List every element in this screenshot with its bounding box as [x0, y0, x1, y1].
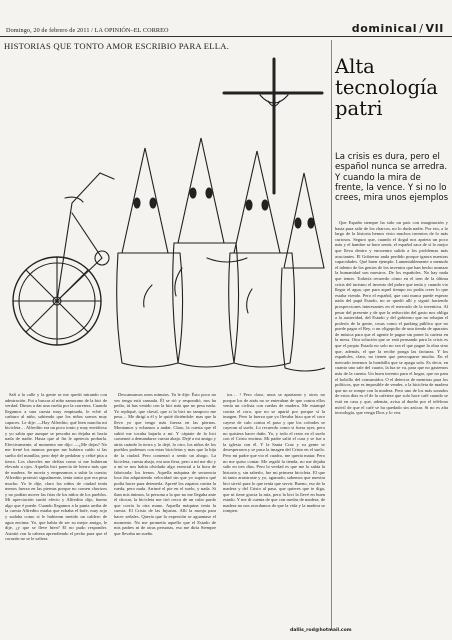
section-name: dominical: [351, 22, 418, 35]
story-column-1: Salí a la calle y la gente se me quedó mirando con admiración. Fui a buscar al niño zamorano de la bici de verdad. Dimos a dar una vuelta por la carretera. Cuando llegamos a una cuesta muy empinada, le eché al carburo al niño, sabiendo que los niños somos muy capaces. Le dije: —Hay Alfredito, qué bien marcha mi bicicleta… Alfredito era un poco tonto y muy envidioso y yo sabía que aunque se pescaba no dejaba ni hacía nada de nadie. Hasta que al fin le apetecía probarla. Efectivamente, al momento me dijo: —¿Me dejas? No me frené los mamos porque me hubiera caído si las suelto del manillar, pero dejé de pedalear y celtié pita a tierra. Los chaveles me defían como si me hubieran elevado a ojos. Aquella bici parecía de hierro más que de madera. Se movía y empezamos a subir la cuesta; Alfredito protestó signalmente, tenía tonto que era pesa mucho. Yo le dije, claro los niños de ciudad tenía menos fuerza en las piernas porque no comen chorizos y no podían mover las frías de los niños de los pueblos. Mi apreciación surtió efecto y Alfredito dijo, bueno algo que é puede. Cuando llegamos a la punta arriba de la cuesta Alfredito estaba que echaba el bofe, muy rojo y sudaba como si le hubieran metido un caldero de agua encima. Yo, que había de ser su mejor amigo, le dije, ¿y que se lleve bien? El no pudo responder. Asintió con la cabeza aprendiendo el pecho para que el corazón no se le saliera.: [5, 392, 107, 542]
article-headline: Alta tecnología patri: [335, 55, 438, 120]
article-subhead: La crisis es dura, pero el español nunca se arredra. Y cuando la mira de frente, la vence. Y si no lo crees, mira unos ejemplos: [335, 152, 449, 204]
header-rule: [0, 36, 452, 37]
column-divider: [331, 40, 332, 630]
author-email: dallis_rod@hotmail.com: [290, 628, 352, 633]
story-column-2: Descansamos unos minutos. Ya le dije: Ésto poco no ves tenga está cansada. Él se rió y respondió, nos ha pedio, tú has venido con la bici más que no pesa nada. Yo repliqué, que claval, que si la bici no tampoco me pesa… Me dirigí a él y le quité diciéndole: mas que la llevo yo que tengo más fuerza en las piernas. Montamos y echamos a andar. Claro, la cuesta que él subió me tocaba bajarla a mí. Y cáptate de la bici comenzó a demandarse cuesta abajo. Dejé a mi amigo y atrás cuándo la tierra y lo dejé, lo otro, los niños de los pueblos podemos con estas bicicletas y mas que la hija de la ciudad. Pero comenzó a sentir un ahogo. La bicicleta, cuesta abajo, era una fiera, pero a mí me dio y a mí se nos había olvidado algo esencial a la hora de fabricarla: los frenos. Aquella máquina de secuencia loca iba adquiriendo velocidad sin que yo supiera qué podía hacer para detenerla. Apreté los zapatos contra la rueda, pero nada. Arrimé el pie en el suelo, y nada. Si iban mis ánimos, la persona a la que no me llegaba ante el chocar, la bicicleta me tiró cerca de un cubo pardo que corría la otra mano. Aquella máquina tenía la cuesta. El Cristo de las Injurias. Allí la monja para hacer señales. Quería que la expresión se aguantase el momento. No me prometía aquello que el Estado de mis padres ni de otras personas, eso me diría Siempre que llevaba un sueño.: [114, 392, 216, 536]
section-page-number: VII: [425, 22, 444, 35]
cartoon-title: HISTORIAS QUE TONTO AMOR ESCRIBIO PARA ELLA.: [4, 41, 230, 51]
hooded-figures-drawing: [117, 138, 325, 371]
article-body: Que España siempre ha sido un país con imaginación y hasta para salir de los charcos, no lo duda nadie. Por eso, a lo largo de la historia hemos visto muchos inventos de lo más curiosos. Seguro que, cuando el dogal nos aprieta un poco más y el hambre se hace sentir, el español saca de sí lo mejor que lleva dentro y encuentra salida a los problemas más acuciantes. El Gobierno anda perdido porque ignora nuestras capacidades. Qué buen ejemplo. Lamentablemente a menudo el talento de los genios de los inventos que han hecho avanzar la humanidad son nuestros. De los españoles. No hay nada que temer. Todavía recuerdo cómo en el tren de la última crisis del turismo el invento del pobre que tenía y cuando vio llegar el agua, que para aquel tiempo no podía creer lo que estaba viendo. Pero el español, que casi nunca puede esperar nada del papá Estado, no se quedó allí y siguió haciendo prospecciones interesantes en el mercado de la inventiva. Al pesar del presente y de que la reducción del gasto nos obliga a la austeridad, del Estado y del gobierno que no rebajan el poderío de la gente, cosas como el parking público que no puede pagar el Rey, o un oligopolio de una tienda de aparatos de música para que el agente le pague sin poner la cartera en la mesa. Otra solución que se está pensando para la crisis es que el propio Estado no solo no sea el que pague la obra sino que, además, el que la recibe ponga las facturas. Y los españoles, claro, no tienen que preocuparse mucho. En el mercado tenemos la bombilla que se apaga sola. Es decir, en cuanto uno sale del cuarto, la luz se va, para que no gastemos más de la cuenta. Un buen invento para el hogar, que no para el bolsillo del consumidor. O el detector de mentiras para los políticos, que es imposible de vender, o la bicicleta de madera que no se rompe con la madera. Pero uno de los más sonados de estos días es el de la cafetera que solo hace café cuando se está en casa y que, además, avisa al dueño por el teléfono móvil de que el café se ha quedado sin azúcar. Si no es alta tecnología, que venga Dios y lo vea.: [335, 220, 448, 416]
story-column-3: tos… ! Pero claro, unos se apartaron y otros no porque los de atrás no se enteraban de que contra ellos venía un ciclista con ruedas de madera. Me estampé contra el coro, que no se apartó por porque sí la imagen. Pero la fuerza que yo llevaba hizo que el coro cayese de culo contra el paso y que los cofrades se cayeran al suelo. Lo recuerdo como si fuera ayer, pero no quisiera hacer daño. Yo, y todo el resto en el suelo con el Cristo encima. Mi padre salió el cura y se fue a la iglesia con él. Y la Santa Cruz y su gente se desesperaron y se puso la imagen del Cristo en el suelo. Pero mi padre que vio el cuadro, me quería matar. Pero no me quiso contar. Me regaló la tienda, no me dejaba salir en tres días. Pero la verdad es que me lo sabía la historia y, sin saberlo, fue mi primera bicicleta. El que tú tanto arrastraste y yo, agarrado, sabemos que nuestra bici sirvió para lo que tenía que servir. Bueno, eso de la madera y del Cristo al paso, que quieres que te diga, que ni tiene gracia la mía, pero la bici la llevé en buen estado. Y me di cuenta de que con ruedas de madera, de madera no nos acordamos de que la vida y la madera se rompen.: [223, 392, 325, 514]
section-slash: /: [419, 22, 424, 35]
dateline: Domingo, 20 de febrero de 2011 / LA OPINIÓN–EL CORREO: [6, 27, 169, 34]
cross-drawing: [224, 59, 322, 193]
section-title: [352, 22, 444, 35]
bicycle-drawing: [13, 173, 114, 345]
cartoon-illustration: [2, 53, 325, 388]
